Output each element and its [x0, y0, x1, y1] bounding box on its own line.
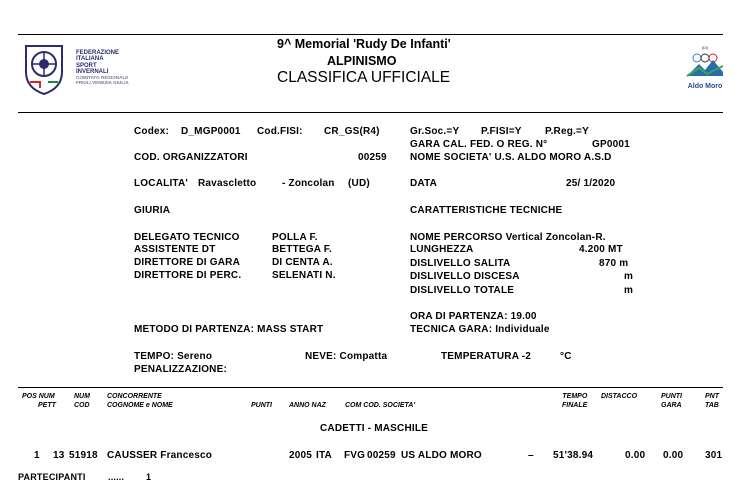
table-top-rule — [18, 387, 723, 388]
neve: NEVE: Compatta — [305, 351, 388, 362]
tempo-meteo: TEMPO: Sereno — [134, 351, 213, 362]
percorso: NOME PERCORSO Vertical Zoncolan-R. — [410, 232, 606, 243]
totale-label: DISLIVELLO TOTALE — [410, 285, 515, 296]
fisi-logo — [18, 40, 130, 96]
jury-name: DI CENTA A. — [272, 257, 333, 268]
col-header-distacco: DISTACCO — [601, 393, 638, 400]
data-label: DATA — [410, 178, 438, 189]
penalizzazione: PENALIZZAZIONE: — [134, 364, 227, 375]
lunghezza-value: 4.200 MT — [579, 244, 623, 255]
logo-top-text: (DI) — [701, 45, 709, 50]
partecipanti-dots: ...... — [108, 472, 125, 482]
localita-prov: (UD) — [348, 178, 370, 189]
top-rule — [18, 34, 723, 35]
header-rule — [18, 112, 723, 113]
codfisi-value: CR_GS(R4) — [324, 126, 380, 137]
salita-value: 870 m — [599, 258, 629, 269]
gara-label: GARA CAL. FED. O REG. N° — [410, 139, 548, 150]
category-heading: CADETTI - MASCHILE — [320, 423, 429, 434]
federation-line: ITALIANA — [76, 56, 104, 63]
codex-value: D_MGP0001 — [181, 126, 241, 137]
col-header-societa: COM COD. SOCIETA' — [345, 402, 415, 409]
classification-title: CLASSIFICA UFFICIALE — [277, 69, 451, 86]
tecnica-gara: TECNICA GARA: Individuale — [410, 324, 550, 335]
mountain-logo-icon — [685, 50, 725, 78]
cell-pos: 1 — [34, 450, 40, 461]
federation-line: SPORT — [76, 62, 97, 69]
cell-cod-soc: 00259 — [367, 450, 396, 461]
cell-dash: – — [528, 450, 534, 461]
jury-name: SELENATI N. — [272, 270, 336, 281]
cell-pett: 13 — [53, 450, 65, 461]
jury-role: ASSISTENTE DT — [134, 244, 216, 255]
caratteristiche-label: CARATTERISTICHE TECNICHE — [410, 205, 563, 216]
ora-partenza: ORA DI PARTENZA: 19.00 — [410, 311, 537, 322]
discesa-label: DISLIVELLO DISCESA — [410, 271, 520, 282]
discipline-title: ALPINISMO — [327, 54, 397, 68]
event-title: 9^ Memorial 'Rudy De Infanti' — [277, 37, 451, 51]
cell-tempo: 51'38.94 — [553, 450, 594, 461]
federation-line: INVERNALI — [76, 68, 109, 75]
cod-org-label: COD. ORGANIZZATORI — [134, 152, 248, 163]
cell-cod: 51918 — [69, 450, 98, 461]
codex-label: Codex: — [134, 126, 170, 137]
cell-punti: 0.00 — [663, 450, 684, 461]
cell-name: CAUSSER Francesco — [107, 450, 213, 461]
giuria-label: GIURIA — [134, 205, 171, 216]
gara-value: GP0001 — [592, 139, 630, 150]
col-header-pos: POS NUM PETT — [22, 393, 56, 409]
fisi-emblem-icon — [20, 42, 68, 96]
grsoc-flag: Gr.Soc.=Y — [410, 126, 460, 137]
localita-label: LOCALITA' — [134, 178, 188, 189]
cell-distacco: 0.00 — [625, 450, 646, 461]
col-header-num: NUM COD — [74, 393, 90, 409]
salita-label: DISLIVELLO SALITA — [410, 258, 511, 269]
cell-naz: ITA — [316, 450, 332, 461]
temperatura-unit: °C — [560, 351, 572, 362]
temperatura: TEMPERATURA -2 — [441, 351, 532, 362]
metodo-partenza: METODO DI PARTENZA: MASS START — [134, 324, 324, 335]
jury-name: POLLA F. — [272, 232, 318, 243]
localita-value: Ravascletto — [198, 178, 257, 189]
localita-place: - Zoncolan — [282, 178, 335, 189]
codfisi-label: Cod.FISI: — [257, 126, 303, 137]
col-header-concorrente: CONCORRENTE COGNOME e NOME — [107, 393, 173, 409]
preg-flag: P.Reg.=Y — [545, 126, 589, 137]
nome-societa: NOME SOCIETA' U.S. ALDO MORO A.S.D — [410, 152, 612, 163]
jury-name: BETTEGA F. — [272, 244, 332, 255]
col-header-tempo: TEMPO FINALE — [562, 393, 588, 409]
totale-value: m — [624, 285, 634, 296]
col-header-punti-gara: PUNTI GARA — [661, 393, 682, 409]
col-header-punti: PUNTI — [251, 402, 272, 409]
jury-role: DIRETTORE DI PERC. — [134, 270, 242, 281]
data-value: 25/ 1/2020 — [566, 178, 616, 189]
logo-text: Aldo Moro — [687, 83, 723, 90]
discesa-value: m — [624, 271, 634, 282]
partecipanti-count: 1 — [146, 472, 152, 482]
federation-line: FEDERAZIONE — [76, 50, 120, 56]
cell-societa: US ALDO MORO — [401, 450, 482, 461]
lunghezza-label: LUNGHEZZA — [410, 244, 474, 255]
federation-sub: COMITATO REGIONALE — [76, 75, 129, 81]
federation-sub: FRIULI VENEZIA GIULIA — [76, 80, 129, 86]
cod-org-value: 00259 — [358, 152, 387, 163]
jury-role: DIRETTORE DI GARA — [134, 257, 240, 268]
cell-com: FVG — [344, 450, 366, 461]
aldo-moro-logo — [685, 45, 725, 93]
cell-tab: 301 — [705, 450, 723, 461]
col-header-anno-naz: ANNO NAZ — [289, 402, 326, 409]
pfisi-flag: P.FISI=Y — [481, 126, 522, 137]
partecipanti-label: PARTECIPANTI — [18, 472, 86, 482]
jury-role: DELEGATO TECNICO — [134, 232, 240, 243]
cell-anno: 2005 — [289, 450, 313, 461]
col-header-pnt-tab: PNT TAB — [705, 393, 719, 409]
